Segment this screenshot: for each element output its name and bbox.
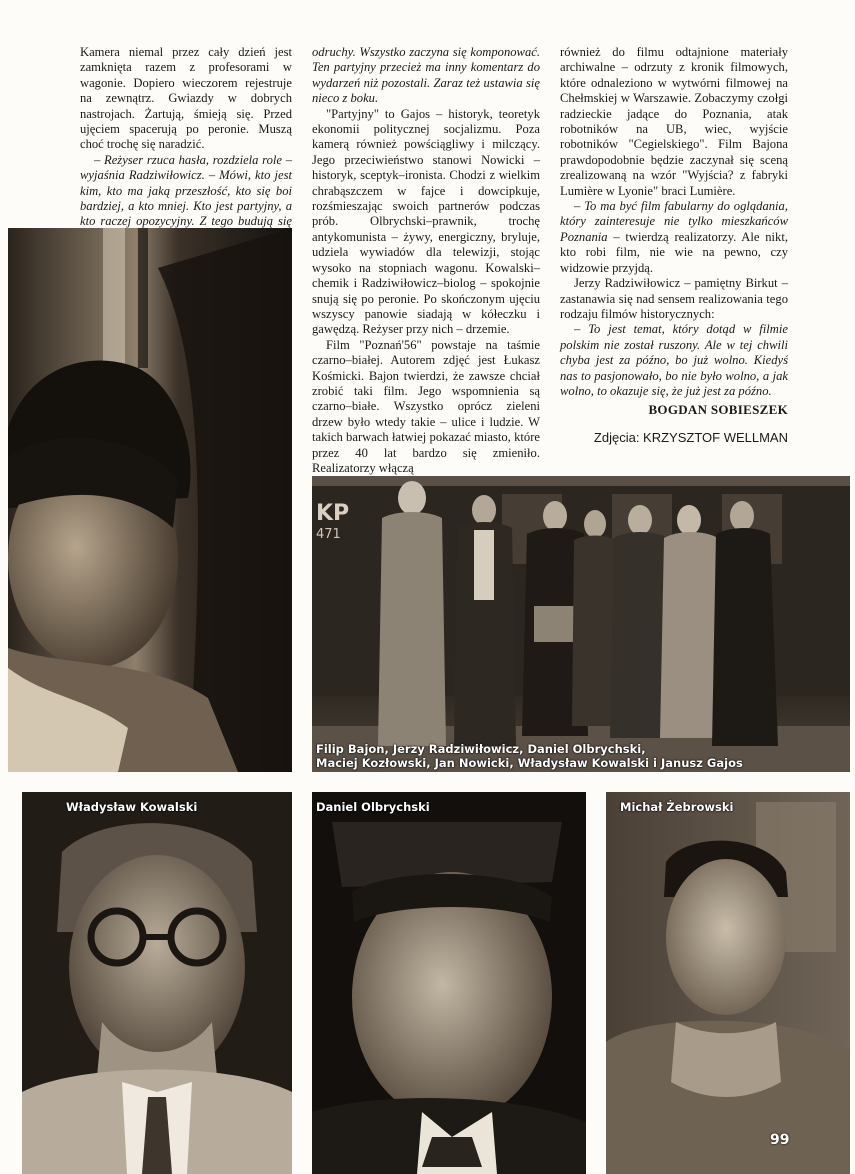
cast-group-photo (312, 476, 850, 772)
figure-1 (378, 481, 446, 746)
train-marking: KP (316, 501, 350, 526)
paragraph: Film "Poznań'56" powstaje na taśmie czarno–białej. Autorem zdjęć jest Łukasz Kośmicki. Bajon twierdzi, że zawsze chciał zrobić taki film. Jego wspomnienia są czarno–białe. Wszystko oprócz zieleni drzew było wtedy takie – ulice i ludzie. W takich barwach łatwiej pokazać miasto, które przez 40 lat bardzo się zmieniło. Realizatorzy włączą (312, 337, 540, 475)
page-number: 99 (770, 1132, 790, 1148)
portrait-caption-kowalski: Władysław Kowalski (66, 800, 198, 814)
paragraph: również do filmu odtajnione materiały archiwalne – odrzuty z kronik filmowych, które odnaleziono w wytwórni filmowej na Chełmskiej w Warszawie. Zobaczymy czołgi radzieckie jadące do Poznania, atak robotników na UB, wiec, wyjście robotników "Cegielskiego". Film Bajona prawdopodobnie będzie zaczynał się sceną zrealizowaną na wzór "Wyjścia? z fabryki Lumière w Lyonie" braci Lumière. (560, 45, 788, 198)
article-column-2 (312, 45, 540, 476)
quote-attribution: – twierdzą realizatorzy. Ale nikt, kto robi film, nie wie na pewno, czy widzowie przyjdą. (560, 229, 788, 275)
train-number: 471 (316, 527, 341, 542)
paragraph-quote: – To jest temat, który dotąd w filmie polskim nie został ruszony. Ale w tej chwili chyba jest za późno, bo już wolno. Kiedyś nas to pasjonowało, bo nie było wolno, a jak wolno, to okazuje się, że już jest za późno. (560, 322, 788, 398)
figure-2 (454, 495, 516, 746)
portrait-caption-zebrowski: Michał Żebrowski (620, 800, 734, 814)
group-caption-line-1: Filip Bajon, Jerzy Radziwiłowicz, Daniel Olbrychski, (316, 742, 646, 756)
quote-text: – To ma być film fabularny do oglądania, który zainteresuje nie tylko mieszkańców Poznania (560, 199, 788, 244)
paragraph-quote: odruchy. Wszystko zaczyna się komponować. Ten partyjny przecież ma inny komentarz do wydarzeń niż pozostali. Zaraz też ustawia się nieco z boku. (312, 45, 540, 106)
paragraph-quote: – Reżyser rzuca hasła, rozdziela role – wyjaśnia Radziwiłowicz. – Mówi, kto jest kim, kto ma jaką przeszłość, kto się boi bardziej, a kto mniej. Kto jest partyjny, a kto raczej opozycyjny. Z tego budują się (80, 152, 292, 229)
boy-portrait-photo (8, 228, 292, 772)
olbrychski-portrait-photo (312, 792, 586, 1174)
kowalski-portrait-photo (22, 792, 292, 1174)
group-caption-line-2: Maciej Kozłowski, Jan Nowicki, Władysław Kowalski i Janusz Gajos (316, 756, 743, 770)
portrait-caption-olbrychski: Daniel Olbrychski (316, 800, 430, 814)
article-column-3 (560, 45, 788, 399)
photo-credit: Zdjęcia: KRZYSZTOF WELLMAN (593, 430, 788, 445)
paragraph: Kamera niemal przez cały dzień jest zamknięta razem z profesorami w wagonie. Dopiero wieczorem rejestruje na zewnątrz. Gwiazdy w dobrych nastrojach. Żartują, śmieją się. Przed ujęciem spacerują po peronie. Muszą choć trochę się naradzić. (80, 45, 292, 152)
figure-7 (712, 501, 778, 746)
paragraph: Jerzy Radziwiłowicz – pamiętny Birkut – zastanawia się nad sensem realizowania tego rodzaju filmów historycznych: (560, 276, 788, 321)
zebrowski-portrait-photo (606, 792, 850, 1174)
paragraph-quote (560, 199, 788, 276)
article-column-1 (80, 45, 292, 245)
paragraph: "Partyjny" to Gajos – historyk, teoretyk ekonomii politycznej socjalizmu. Poza kamerą również powściągliwy i milczący. Jego przeciwieństwo stanowi Nowicki – historyk, sceptyk–ironista. Chodzi z wielkim chrabąszczem w fajce i dowcipkuje, rozśmieszając swoich partnerów podczas prób. Olbrychski–prawnik, trochę antykomunista – żywy, energiczny, bryluje, udziela wywiadów dla telewizji, stojąc wysoko na stopniach wagonu. Kowalski–chemik i Radziwiłowicz–biolog – spokojnie snują się po peronie. Po skończonym ujęciu wszyscy panowie siadają w kółeczku i gawędzą. Reżyser przy nich – drzemie. (312, 106, 540, 337)
group-caption (316, 742, 836, 770)
author-signature: BOGDAN SOBIESZEK (648, 402, 788, 417)
